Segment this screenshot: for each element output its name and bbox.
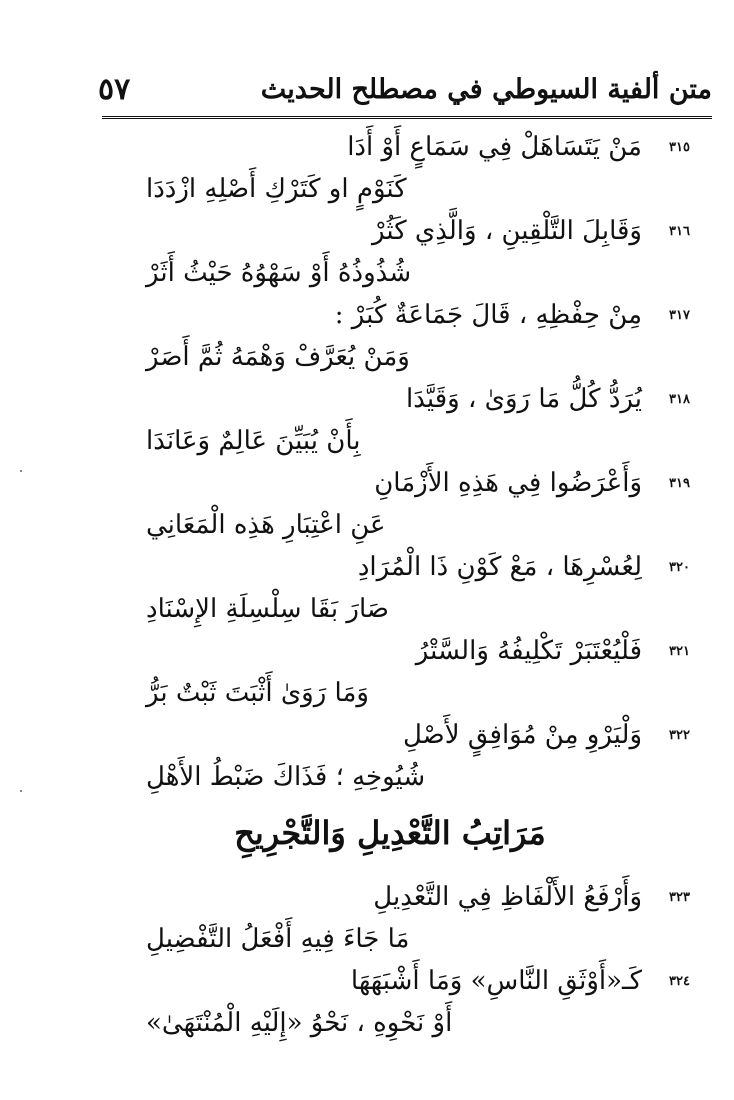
verse-text: وَمَنْ يُعَرَّفْ وَهْمَهُ ثُمَّ أَصَرْ bbox=[146, 342, 410, 372]
section-heading-text: مَرَاتِبُ التَّعْدِيلِ وَالتَّجْرِيحِ bbox=[234, 814, 546, 852]
section-heading bbox=[90, 800, 690, 878]
verse-second-hemistich bbox=[90, 674, 690, 716]
header-rule bbox=[102, 116, 712, 119]
page-number: ٥٧ bbox=[98, 72, 131, 107]
verse-number: ٣٢٣ bbox=[669, 890, 690, 905]
verse-text: كَنَوْمٍ او كَتَرْكِ أَصْلِهِ ازْدَدَا bbox=[146, 174, 407, 204]
verse-second-hemistich bbox=[90, 254, 690, 296]
verse-first-hemistich bbox=[90, 548, 690, 590]
verse-first-hemistich bbox=[90, 632, 690, 674]
verse-text: فَلْيُعْتَبَرْ تَكْلِيفُهُ وَالسَّتْرُ bbox=[415, 636, 642, 666]
verse-text: مَا جَاءَ فِيهِ أَفْعَلُ التَّفْضِيلِ bbox=[146, 924, 410, 954]
verse-number: ٣١٥ bbox=[669, 140, 690, 155]
verse-first-hemistich bbox=[90, 962, 690, 1004]
verse-second-hemistich bbox=[90, 1004, 690, 1046]
verse-text: وَقَابِلَ التَّلْقِينِ ، وَالَّذِي كَثُرْ bbox=[372, 216, 642, 246]
verses-block bbox=[90, 128, 690, 1046]
verse-text: لِعُسْرِهَا ، مَعْ كَوْنِ ذَا الْمُرَادِ bbox=[357, 552, 642, 582]
verse-text: عَنِ اعْتِبَارِ هَذِه الْمَعَانِي bbox=[146, 510, 386, 540]
verse-number: ٣١٨ bbox=[669, 392, 690, 407]
verse-second-hemistich bbox=[90, 338, 690, 380]
verse-second-hemistich bbox=[90, 422, 690, 464]
verse-first-hemistich bbox=[90, 212, 690, 254]
verse-text: وَلْيَرْوِ مِنْ مُوَافِقٍ لأَصْلِ bbox=[402, 720, 642, 750]
verse-text: يُرَدُّ كُلُّ مَا رَوَىٰ ، وَقَيَّدَا bbox=[406, 384, 642, 414]
verse-text: أَوْ نَحْوِهِ ، نَحْوُ «إِلَيْهِ الْمُنْتَهَىٰ» bbox=[146, 1008, 453, 1038]
verse-text: مَنْ يَتَسَاهَلْ فِي سَمَاعٍ أَوْ أَدَا bbox=[347, 132, 642, 162]
verse-first-hemistich bbox=[90, 296, 690, 338]
verse-text: وَمَا رَوَىٰ أَثْبَتَ ثَبْتٌ بَرُّ bbox=[146, 678, 369, 708]
verse-text: صَارَ بَقَا سِلْسِلَةِ الإِسْنَادِ bbox=[146, 594, 389, 624]
verse-text: وَأَرْفَعُ الأَلْفَاظِ فِي التَّعْدِيلِ bbox=[373, 882, 642, 912]
verse-number: ٣١٦ bbox=[669, 224, 690, 239]
verse-second-hemistich bbox=[90, 590, 690, 632]
verse-text: بِأَنْ يُبَيِّنَ عَالِمٌ وَعَانَدَا bbox=[146, 426, 361, 456]
margin-speck bbox=[20, 470, 22, 472]
verse-text: شُيُوخِهِ ؛ فَذَاكَ ضَبْطُ الأَهْلِ bbox=[146, 762, 426, 792]
verse-text: شُذُوذُهُ أَوْ سَهْوُهُ حَيْثُ أَثَرْ bbox=[146, 258, 412, 288]
verse-number: ٣١٧ bbox=[669, 308, 690, 323]
verse-first-hemistich bbox=[90, 464, 690, 506]
verse-number: ٣٢٢ bbox=[669, 728, 690, 743]
running-title: متن ألفية السيوطي في مصطلح الحديث bbox=[260, 74, 712, 105]
verse-second-hemistich bbox=[90, 170, 690, 212]
verse-first-hemistich bbox=[90, 878, 690, 920]
verse-number: ٣٢١ bbox=[669, 644, 690, 659]
verse-text: مِنْ حِفْظِهِ ، قَالَ جَمَاعَةٌ كُبَرْ : bbox=[334, 300, 642, 330]
verse-second-hemistich bbox=[90, 506, 690, 548]
verse-first-hemistich bbox=[90, 380, 690, 422]
verse-first-hemistich bbox=[90, 716, 690, 758]
page-header bbox=[84, 66, 712, 110]
verse-second-hemistich bbox=[90, 920, 690, 962]
verse-first-hemistich bbox=[90, 128, 690, 170]
verse-second-hemistich bbox=[90, 758, 690, 800]
verse-text: كَـ«أَوْثَقِ النَّاسِ» وَمَا أَشْبَهَهَا bbox=[350, 966, 642, 996]
verse-number: ٣١٩ bbox=[669, 476, 690, 491]
verse-text: وَأَعْرَضُوا فِي هَذِهِ الأَزْمَانِ bbox=[374, 468, 642, 498]
margin-speck bbox=[20, 790, 22, 792]
verse-number: ٣٢٤ bbox=[669, 974, 690, 989]
verse-number: ٣٢٠ bbox=[669, 560, 690, 575]
